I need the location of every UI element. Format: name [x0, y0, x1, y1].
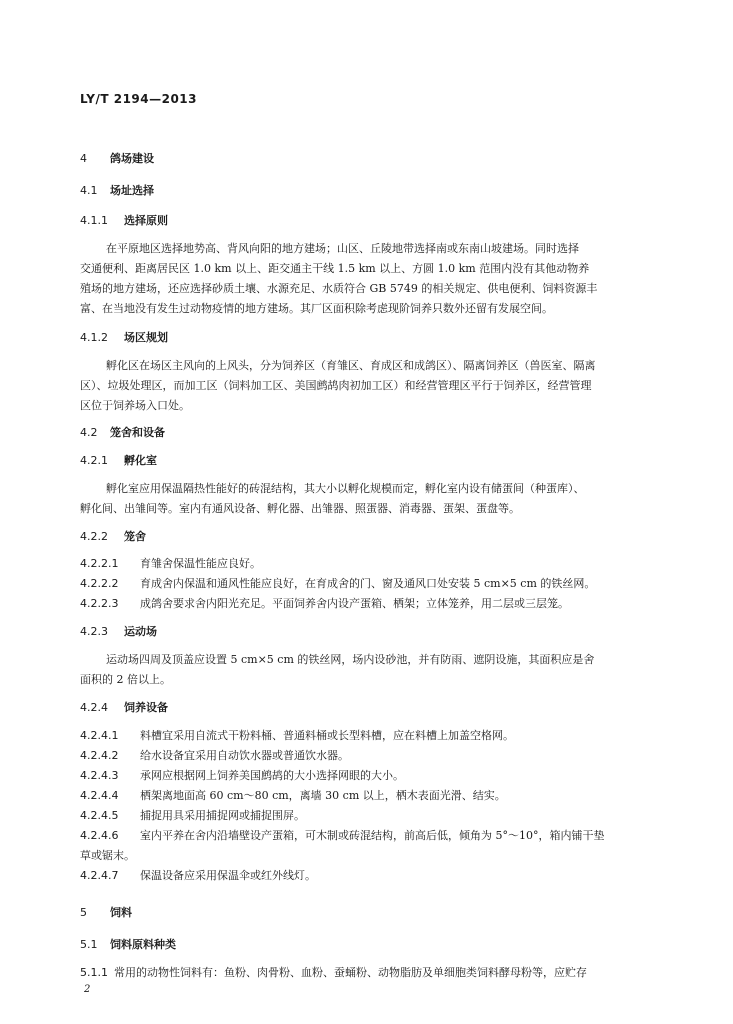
section-heading: 4.1.2 场区规划	[80, 331, 168, 344]
paragraph-line: 区位于饲养场入口处。	[80, 399, 190, 412]
list-item: 4.2.2.3 成鸽舍要求舍内阳光充足。平面饲养舍内设产蛋箱、栖架；立体笼养，用二层或三层笼。	[80, 597, 569, 610]
paragraph-line: 孵化间、出雏间等。室内有通风设备、孵化器、出雏器、照蛋器、消毒器、蛋架、蛋盘等。	[80, 502, 520, 515]
section-heading: 4.1 场址选择	[80, 184, 154, 197]
section-heading: 4.2.3 运动场	[80, 625, 157, 638]
list-item: 4.2.4.2 给水设备宜采用自动饮水器或普通饮水器。	[80, 749, 349, 762]
list-item: 4.2.4.3 承网应根据网上饲养美国鹧鸪的大小选择网眼的大小。	[80, 769, 404, 782]
paragraph-line: 面积的 2 倍以上。	[80, 673, 171, 686]
list-item: 4.2.4.7 保温设备应采用保温伞或红外线灯。	[80, 869, 316, 882]
list-item: 4.2.2.2 育成舍内保温和通风性能应良好，在育成舍的门、窗及通风口处安装 5 cm×5 cm 的铁丝网。	[80, 577, 596, 590]
section-heading: 4 鸽场建设	[80, 152, 154, 165]
list-item: 4.2.4.6 室内平养在舍内沿墙壁设产蛋箱，可木制或砖混结构，前高后低，倾角为 5°～10°，箱内铺干垫	[80, 829, 605, 842]
paragraph-line: 富、在当地没有发生过动物疫情的地方建场。其厂区面积除考虑现阶饲养只数外还留有发展空间。	[80, 302, 553, 315]
list-item: 5.1.1 常用的动物性饲料有：鱼粉、肉骨粉、血粉、蚕蛹粉、动物脂肪及单细胞类饲料酵母粉等，应贮存	[80, 966, 587, 979]
section-heading: 4.2.4 饲养设备	[80, 701, 168, 714]
paragraph-line: 交通便利、距离居民区 1.0 km 以上、距交通主干线 1.5 km 以上、方圆 1.0 km 范围内没有其他动物养	[80, 262, 590, 275]
paragraph-line: 在平原地区选择地势高、背风向阳的地方建场；山区、丘陵地带选择南或东南山坡建场。同时选择	[106, 242, 579, 255]
paragraph-line: 孵化区在场区主风向的上风头，分为饲养区（育雏区、育成区和成鸽区）、隔离饲养区（兽医室、隔离	[106, 359, 596, 372]
list-item: 4.2.2.1 育雏舍保温性能应良好。	[80, 557, 261, 570]
list-item: 4.2.4.1 料槽宜采用自流式干粉料桶、普通料桶或长型料槽，应在料槽上加盖空格网。	[80, 729, 514, 742]
page-number: 2	[84, 984, 91, 995]
section-heading: 4.1.1 选择原则	[80, 214, 168, 227]
list-item-continuation: 草或锯末。	[80, 849, 135, 862]
paragraph-line: 殖场的地方建场，还应选择砂质土壤、水源充足、水质符合 GB 5749 的相关规定、供电便利、饲料资源丰	[80, 282, 598, 295]
section-heading: 5 饲料	[80, 906, 132, 919]
section-heading: 4.2 笼舍和设备	[80, 426, 165, 439]
section-heading: 4.2.2 笼舍	[80, 530, 146, 543]
standard-code: LY/T 2194—2013	[80, 92, 198, 106]
paragraph-line: 区）、垃圾处理区，而加工区（饲料加工区、美国鹧鸪肉初加工区）和经营管理区平行于饲养区，经营管理	[80, 379, 592, 392]
paragraph-line: 运动场四周及顶盖应设置 5 cm×5 cm 的铁丝网，场内设砂池，并有防雨、遮阴设施，其面积应是舍	[106, 653, 595, 666]
section-heading: 5.1 饲料原料种类	[80, 938, 176, 951]
section-heading: 4.2.1 孵化室	[80, 454, 157, 467]
list-item: 4.2.4.5 捕捉用具采用捕捉网或捕捉围屏。	[80, 809, 305, 822]
paragraph-line: 孵化室应用保温隔热性能好的砖混结构，其大小以孵化规模而定，孵化室内设有储蛋间（种蛋库）、	[106, 482, 585, 495]
list-item: 4.2.4.4 栖架离地面高 60 cm～80 cm，离墙 30 cm 以上，栖木表面光滑、结实。	[80, 789, 506, 802]
